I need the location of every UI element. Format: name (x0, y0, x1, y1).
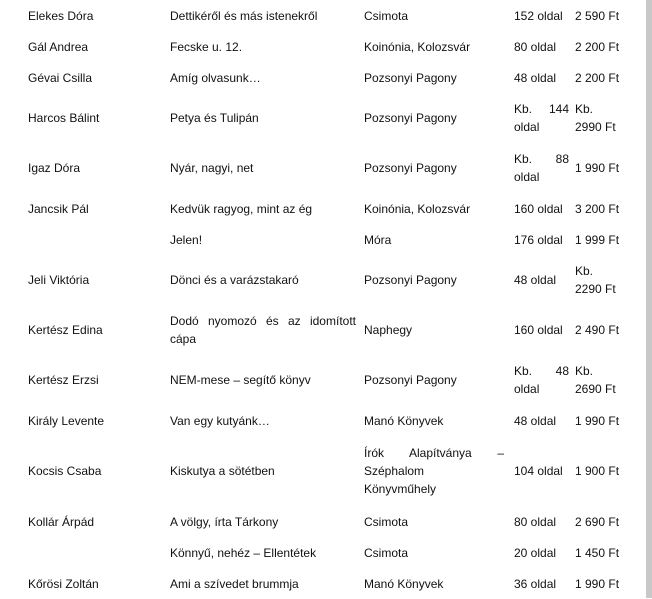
author-cell: Kőrösi Zoltán (28, 576, 99, 591)
pages-line: Kb. 48 (514, 364, 569, 378)
price-cell: 1 990 Ft (575, 161, 620, 175)
publisher-cell: Manó Könyvek (364, 576, 444, 591)
publisher-cell (356, 436, 504, 506)
pages-cell (504, 355, 569, 405)
author-cell (0, 537, 160, 568)
author-cell: Jancsik Pál (28, 201, 89, 216)
title-line: cápa (170, 332, 197, 346)
pages-line: Kb. 144 (514, 102, 569, 116)
title-cell: Dönci és a varázstakaró (170, 273, 299, 287)
price-cell: 1 990 Ft (575, 413, 620, 428)
author-cell: Harcos Bálint (28, 111, 100, 125)
price-line: 2690 Ft (575, 382, 616, 396)
title-cell: Jelen! (170, 232, 203, 247)
pages-cell: 20 oldal (514, 545, 557, 560)
table-row (0, 506, 646, 537)
author-cell: Kocsis Csaba (28, 464, 102, 478)
title-cell: NEM-mese – segítő könyv (170, 373, 311, 387)
author-cell: Kollár Árpád (28, 514, 95, 529)
publisher-line: Írók Alapítványa – (364, 446, 504, 460)
price-cell: 2 690 Ft (575, 514, 620, 529)
price-cell: 2 490 Ft (575, 323, 620, 337)
author-cell: Gévai Csilla (28, 70, 93, 85)
table-row (0, 31, 646, 62)
author-cell: Kertész Erzsi (28, 373, 99, 387)
publisher-cell: Csimota (364, 514, 409, 529)
pages-cell: 36 oldal (514, 576, 557, 591)
pages-cell: 176 oldal (514, 232, 563, 247)
price-cell: 3 200 Ft (575, 201, 620, 216)
title-cell: Amíg olvasunk… (170, 70, 261, 85)
page-edge-divider (646, 0, 652, 598)
price-cell (569, 355, 646, 405)
price-cell: 1 999 Ft (575, 232, 620, 247)
table-row (0, 305, 646, 355)
table-row (0, 93, 646, 143)
price-line: Kb. (575, 102, 594, 116)
table-row (0, 143, 646, 193)
price-cell: 1 900 Ft (575, 464, 620, 478)
publisher-cell: Pozsonyi Pagony (364, 373, 457, 387)
price-line: Kb. (575, 364, 594, 378)
title-cell: Dettikéről és más istenekről (170, 8, 318, 23)
price-cell: 1 450 Ft (575, 545, 620, 560)
pages-cell (504, 143, 569, 193)
publisher-line: Könyvműhely (364, 482, 437, 496)
title-cell: Petya és Tulipán (170, 111, 259, 125)
table-row (0, 224, 646, 255)
pages-line: oldal (514, 382, 540, 396)
author-cell: Igaz Dóra (28, 161, 81, 175)
pages-cell: 80 oldal (514, 39, 557, 54)
publisher-cell: Móra (364, 232, 392, 247)
price-cell: 2 590 Ft (575, 8, 620, 23)
pages-cell (504, 93, 569, 143)
table-row (0, 193, 646, 224)
price-line: 2290 Ft (575, 282, 616, 296)
table-row (0, 355, 646, 405)
table-row (0, 568, 646, 599)
title-cell: Kedvük ragyog, mint az ég (170, 201, 313, 216)
pages-cell: 104 oldal (514, 464, 563, 478)
title-cell: Könnyű, nehéz – Ellentétek (170, 545, 317, 560)
title-cell: A völgy, írta Tárkony (170, 514, 279, 529)
author-cell: Jeli Viktória (28, 273, 90, 287)
publisher-cell: Koinónia, Kolozsvár (364, 39, 471, 54)
table-row (0, 537, 646, 568)
pages-cell: 48 oldal (514, 70, 557, 85)
title-cell: Fecske u. 12. (170, 39, 243, 54)
title-cell: Nyár, nagyi, net (170, 161, 254, 175)
publisher-cell: Pozsonyi Pagony (364, 161, 457, 175)
pages-cell: 152 oldal (514, 8, 563, 23)
publisher-cell: Manó Könyvek (364, 413, 444, 428)
table-row (0, 255, 646, 305)
price-cell: 2 200 Ft (575, 39, 620, 54)
author-cell: Gál Andrea (28, 39, 89, 54)
table-row (0, 62, 646, 93)
pages-cell: 160 oldal (514, 201, 563, 216)
title-cell (160, 305, 356, 355)
title-cell: Van egy kutyánk… (170, 413, 270, 428)
pages-cell: 80 oldal (514, 514, 557, 529)
pages-line: oldal (514, 170, 540, 184)
table-row (0, 436, 646, 506)
price-line: 2990 Ft (575, 120, 616, 134)
pages-cell: 48 oldal (514, 273, 557, 287)
title-cell: Ami a szívedet brummja (170, 576, 299, 591)
price-cell: 2 200 Ft (575, 70, 620, 85)
author-cell: Király Levente (28, 413, 105, 428)
publisher-cell: Naphegy (364, 323, 413, 337)
price-line: Kb. (575, 264, 594, 278)
publisher-cell: Csimota (364, 545, 409, 560)
title-cell: Kiskutya a sötétben (170, 464, 275, 478)
publisher-cell: Koinónia, Kolozsvár (364, 201, 471, 216)
pages-cell: 48 oldal (514, 413, 557, 428)
table-row (0, 0, 646, 31)
publisher-line: Széphalom (364, 464, 425, 478)
title-line: Dodó nyomozó és az idomított (170, 314, 356, 328)
publisher-cell: Pozsonyi Pagony (364, 70, 457, 85)
author-cell (0, 224, 160, 255)
price-cell (569, 255, 646, 305)
author-cell: Elekes Dóra (28, 8, 94, 23)
pages-cell: 160 oldal (514, 323, 563, 337)
table-row (0, 405, 646, 436)
pages-line: Kb. 88 (514, 152, 569, 166)
author-cell: Kertész Edina (28, 323, 103, 337)
price-cell: 1 990 Ft (575, 576, 620, 591)
price-cell (569, 93, 646, 143)
publisher-cell: Csimota (364, 8, 409, 23)
publisher-cell: Pozsonyi Pagony (364, 273, 457, 287)
publisher-cell: Pozsonyi Pagony (364, 111, 457, 125)
pages-line: oldal (514, 120, 540, 134)
